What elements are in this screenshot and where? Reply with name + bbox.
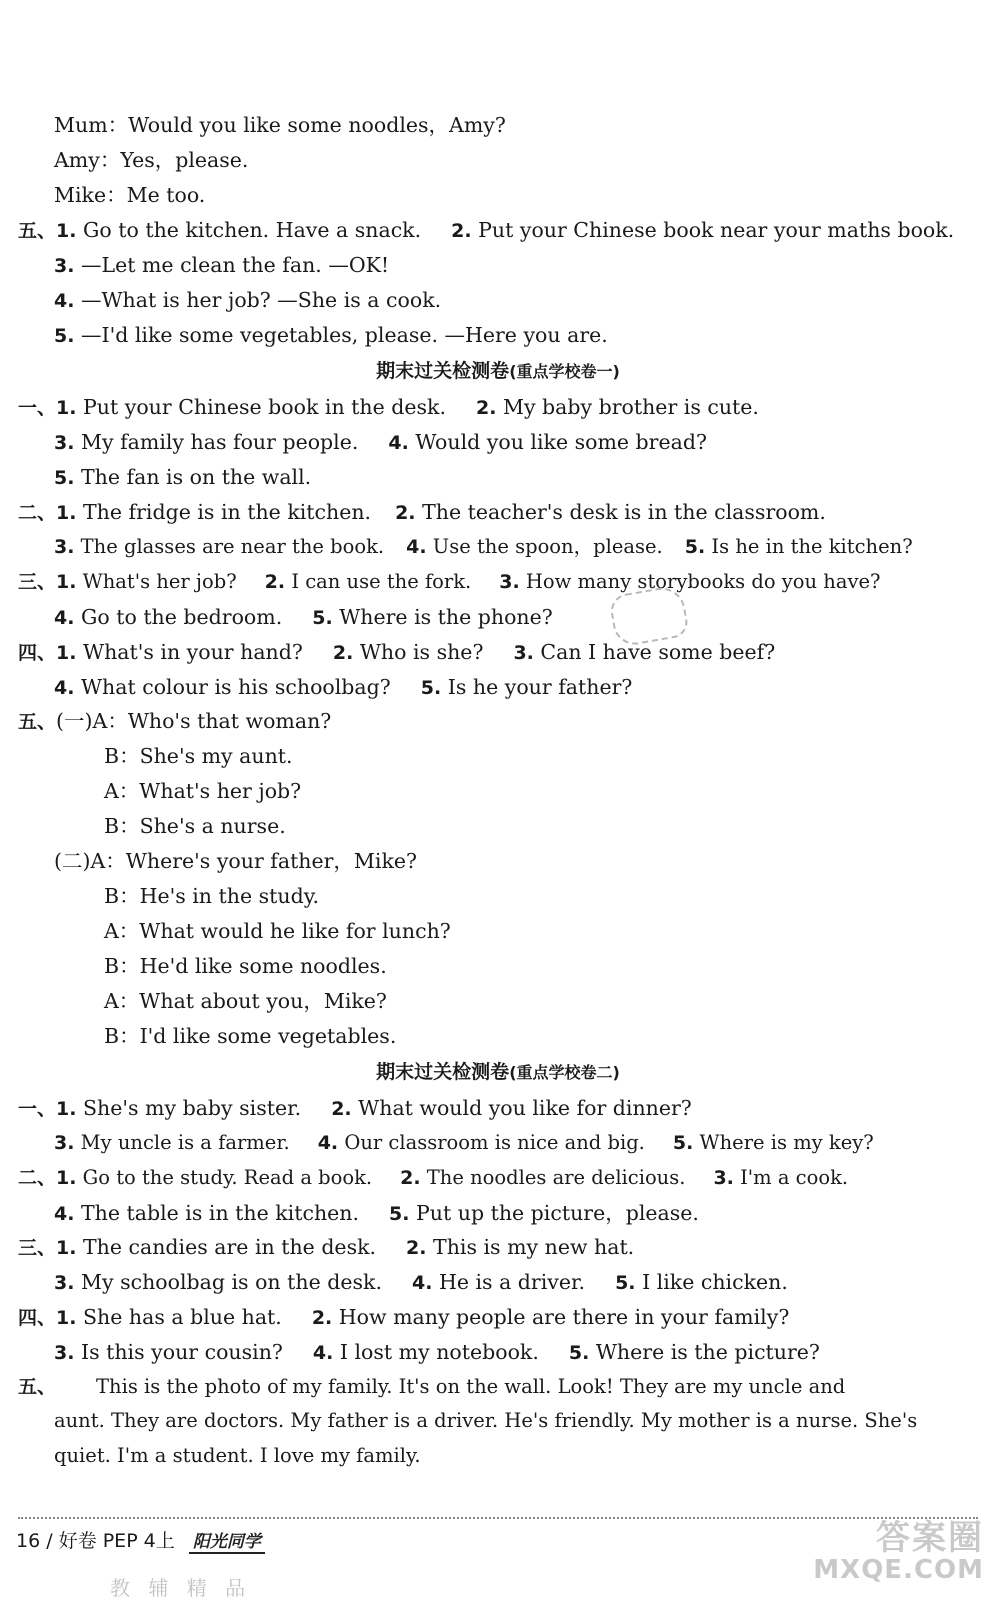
- paragraph-text: This is the photo of my family. It's on the wall. Look! They are my uncle and: [96, 1375, 846, 1398]
- answer-line: [54, 604, 553, 630]
- book-name: 好卷 PEP 4上: [58, 1530, 175, 1552]
- answer-text: Put your Chinese book near your maths book.: [478, 218, 955, 242]
- paragraph-line: [18, 1374, 845, 1400]
- answer-text: I like chicken.: [642, 1270, 788, 1294]
- item-number: 3.: [54, 1132, 75, 1154]
- dialogue-line: Mike：Me too.: [54, 183, 206, 207]
- answer-text: Who is she?: [359, 640, 484, 664]
- answer-line: [54, 322, 608, 348]
- item-number: 4.: [388, 432, 409, 454]
- section-mark: 三、: [18, 571, 57, 593]
- item-number: 1.: [56, 1307, 77, 1329]
- dialogue-line: A：What would he like for lunch?: [104, 919, 451, 943]
- answer-line: [18, 499, 826, 525]
- item-number: 5.: [672, 1132, 694, 1154]
- answer-text: Go to the kitchen. Have a snack.: [83, 218, 422, 242]
- section-mark: 二、: [18, 502, 57, 524]
- answer-text: The table is in the kitchen.: [80, 1201, 360, 1225]
- answer-text: Go to the study. Read a book.: [82, 1166, 373, 1189]
- item-number: 3.: [713, 1167, 734, 1189]
- item-number: 2.: [264, 571, 286, 593]
- answer-text: The candies are in the desk.: [83, 1235, 377, 1259]
- item-number: 3.: [54, 255, 75, 277]
- dialogue-line: B：I'd like some vegetables.: [104, 1024, 397, 1048]
- dialogue-line: Amy：Yes，please.: [54, 148, 249, 172]
- dialogue-line: [54, 848, 417, 874]
- section-mark: 四、: [18, 1307, 57, 1329]
- item-number: 1.: [56, 397, 77, 419]
- item-number: 5.: [420, 677, 442, 699]
- answer-line: [54, 1200, 699, 1226]
- item-number: 3.: [54, 1272, 75, 1294]
- section-mark: 五、: [18, 1376, 57, 1398]
- answer-line: [18, 217, 954, 243]
- item-number: 1.: [56, 1237, 77, 1259]
- dialogue-line: Mum：Would you like some noodles，Amy?: [54, 113, 506, 137]
- item-number: 3.: [54, 1342, 75, 1364]
- answer-text: Where is the picture?: [595, 1340, 820, 1364]
- title-sub: (重点学校卷二): [509, 1063, 620, 1082]
- item-number: 1.: [56, 1167, 77, 1189]
- dialogue-text: A：Who's that woman?: [92, 709, 332, 733]
- item-number: 2.: [451, 220, 472, 242]
- answer-text: Go to the bedroom.: [80, 605, 283, 629]
- item-number: 2.: [406, 1237, 427, 1259]
- answer-line: [18, 394, 759, 420]
- answer-line: [18, 569, 880, 595]
- section-mark: 三、: [18, 1237, 57, 1259]
- item-number: 4.: [54, 607, 75, 629]
- answer-text: Use the spoon，please.: [432, 535, 663, 558]
- answer-text: My uncle is a farmer.: [80, 1131, 290, 1154]
- test-title: [0, 358, 996, 385]
- item-number: 1.: [56, 502, 77, 524]
- part-label: (二): [54, 849, 91, 873]
- title-sub: (重点学校卷一): [509, 362, 620, 381]
- item-number: 4.: [406, 536, 427, 558]
- answer-text: What would you like for dinner?: [358, 1096, 692, 1120]
- section-mark: 五、: [18, 220, 57, 242]
- answer-text: The teacher's desk is in the classroom.: [422, 500, 826, 524]
- dialogue-line: A：What about you，Mike?: [104, 989, 387, 1013]
- answer-line: [54, 287, 441, 313]
- item-number: 2.: [332, 642, 354, 664]
- answer-line: [18, 639, 775, 665]
- answer-text: Put up the picture，please.: [416, 1201, 699, 1225]
- answer-line: [54, 429, 707, 455]
- answer-line: [18, 1234, 634, 1260]
- answer-line: [54, 1339, 820, 1365]
- item-number: 3.: [499, 571, 520, 593]
- item-number: 2.: [311, 1307, 333, 1329]
- item-number: 5.: [684, 536, 706, 558]
- item-number: 4.: [312, 1342, 334, 1364]
- answer-text: My baby brother is cute.: [502, 395, 759, 419]
- item-number: 3.: [54, 432, 75, 454]
- item-number: 2.: [475, 397, 497, 419]
- answer-text: She has a blue hat.: [83, 1305, 282, 1329]
- answer-text: My schoolbag is on the desk.: [80, 1270, 382, 1294]
- paragraph-line: aunt. They are doctors. My father is a driver. He's friendly. My mother is a nurse. She's: [54, 1409, 918, 1432]
- item-number: 4.: [411, 1272, 433, 1294]
- item-number: 4.: [317, 1132, 339, 1154]
- faded-footmark: 教 辅 精 品: [110, 1576, 252, 1600]
- item-number: 3.: [54, 536, 75, 558]
- answer-text: Would you like some bread?: [415, 430, 707, 454]
- test-title: [0, 1059, 996, 1086]
- section-mark: 四、: [18, 642, 57, 664]
- item-number: 1.: [56, 220, 77, 242]
- answer-text: What's her job?: [82, 570, 237, 593]
- answer-text: The glasses are near the book.: [80, 535, 385, 558]
- page-footer: [16, 1526, 265, 1554]
- item-number: 1.: [56, 571, 77, 593]
- item-number: 4.: [54, 1203, 75, 1225]
- answer-line: [54, 674, 632, 700]
- brand-logo: 阳光同学: [189, 1527, 265, 1554]
- answer-line: [18, 1095, 692, 1121]
- dialogue-text: A：Where's your father，Mike?: [90, 849, 418, 873]
- answer-line: [54, 464, 311, 490]
- answer-text: What's in your hand?: [83, 640, 303, 664]
- answer-text: The noodles are delicious.: [426, 1166, 686, 1189]
- answer-text: Is this your cousin?: [80, 1340, 283, 1364]
- item-number: 1.: [56, 1098, 77, 1120]
- item-number: 5.: [54, 467, 75, 489]
- section-mark: 五、: [18, 711, 57, 733]
- answer-text: He is a driver.: [438, 1270, 586, 1294]
- answer-text: I'm a cook.: [740, 1166, 849, 1189]
- answer-text: Where is the phone?: [339, 605, 553, 629]
- answer-line: [54, 252, 389, 278]
- dialogue-line: B：She's a nurse.: [104, 814, 286, 838]
- watermark: [813, 1510, 984, 1585]
- section-mark: 一、: [18, 1098, 57, 1120]
- item-number: 5.: [615, 1272, 636, 1294]
- answer-text: How many people are there in your family?: [338, 1305, 790, 1329]
- dialogue-line: A：What's her job?: [104, 779, 302, 803]
- answer-line: [54, 1269, 788, 1295]
- dialogue-line: B：She's my aunt.: [104, 744, 293, 768]
- dialogue-line: [18, 708, 331, 734]
- dialogue-line: B：He's in the study.: [104, 884, 320, 908]
- item-number: 4.: [54, 677, 75, 699]
- answer-text: Our classroom is nice and big.: [344, 1131, 645, 1154]
- item-number: 5.: [312, 607, 333, 629]
- section-mark: 二、: [18, 1167, 57, 1189]
- answer-text: I can use the fork.: [291, 570, 472, 593]
- page-number: 16: [16, 1530, 41, 1552]
- item-number: 5.: [54, 325, 75, 347]
- item-number: 2.: [395, 502, 416, 524]
- answer-line: [54, 1130, 874, 1156]
- answer-line: [18, 1304, 789, 1330]
- answer-text: Is he in the kitchen?: [711, 535, 913, 558]
- dialogue-line: B：He'd like some noodles.: [104, 954, 387, 978]
- answer-text: What colour is his schoolbag?: [80, 675, 391, 699]
- answer-text: My family has four people.: [80, 430, 359, 454]
- answer-text: Put your Chinese book in the desk.: [83, 395, 446, 419]
- answer-line: [18, 1165, 848, 1191]
- item-number: 1.: [56, 642, 77, 664]
- answer-text: The fan is on the wall.: [80, 465, 312, 489]
- answer-line: [54, 534, 913, 560]
- footer-separator: /: [46, 1530, 53, 1552]
- title-main: 期末过关检测卷: [376, 360, 510, 382]
- answer-text: —I'd like some vegetables, please. —Here you are.: [80, 323, 608, 347]
- item-number: 4.: [54, 290, 75, 312]
- answer-text: Can I have some beef?: [540, 640, 776, 664]
- watermark-title: 答案圈: [876, 1518, 984, 1558]
- item-number: 5.: [389, 1203, 410, 1225]
- title-main: 期末过关检测卷: [376, 1061, 510, 1083]
- answer-text: —Let me clean the fan. —OK!: [80, 253, 390, 277]
- section-mark: 一、: [18, 397, 57, 419]
- watermark-url: MXQE.COM: [813, 1555, 984, 1585]
- answer-text: The fridge is in the kitchen.: [83, 500, 372, 524]
- paragraph-line: quiet. I'm a student. I love my family.: [54, 1444, 421, 1467]
- part-label: (一): [56, 709, 93, 733]
- answer-text: She's my baby sister.: [83, 1096, 302, 1120]
- answer-text: How many storybooks do you have?: [525, 570, 881, 593]
- answer-text: —What is her job? —She is a cook.: [80, 288, 442, 312]
- answer-text: This is my new hat.: [433, 1235, 635, 1259]
- answer-text: Is he your father?: [447, 675, 633, 699]
- answer-text: I lost my notebook.: [339, 1340, 539, 1364]
- answer-text: Where is my key?: [699, 1131, 874, 1154]
- item-number: 2.: [400, 1167, 421, 1189]
- item-number: 2.: [331, 1098, 352, 1120]
- item-number: 3.: [513, 642, 534, 664]
- item-number: 5.: [568, 1342, 590, 1364]
